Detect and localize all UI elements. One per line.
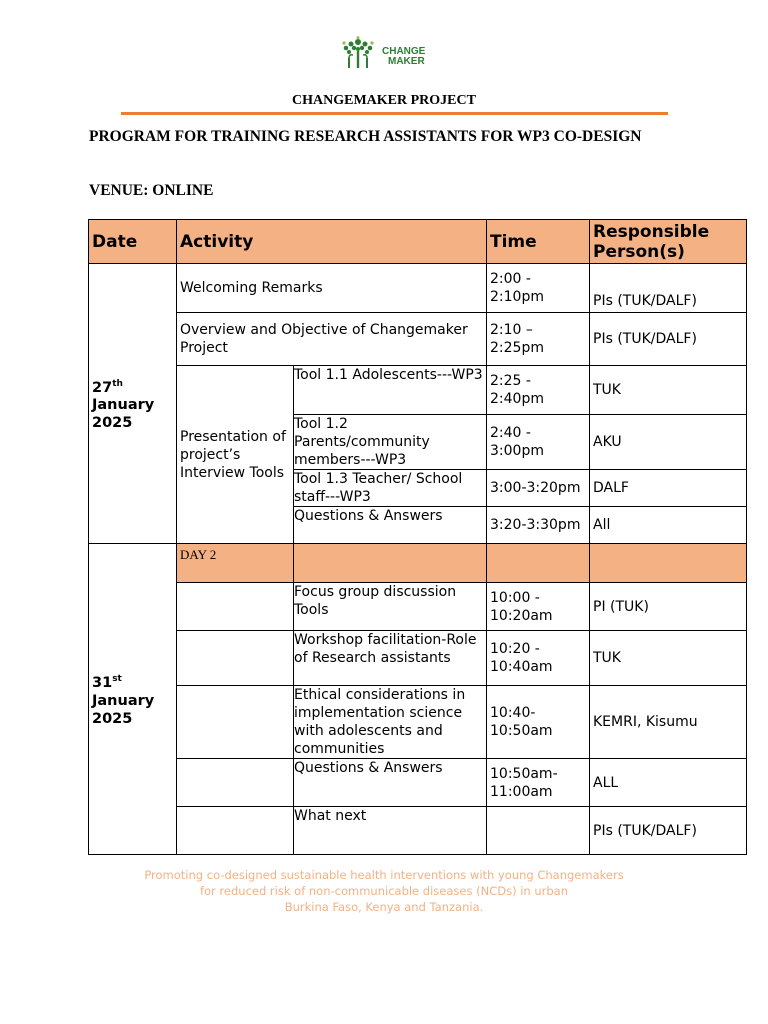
table-header-row [89,220,747,264]
header-time: Time [487,220,590,264]
day2-label: DAY 2 [177,544,294,583]
activity-cell: Workshop facilitation-Role of Research assistants [294,631,487,686]
table-row [89,807,747,855]
table-row [89,631,747,686]
time-cell: 2:25 - 2:40pm [487,366,590,415]
date-month: January [92,692,155,709]
date-month: January [92,397,155,414]
footer-tagline [0,867,768,915]
program-title: PROGRAM FOR TRAINING RESEARCH ASSISTANTS FOR WP3 CO-DESIGN [89,128,642,145]
responsible-cell: TUK [590,631,747,686]
responsible-cell: TUK [590,366,747,415]
time-cell: 10:20 - 10:40am [487,631,590,686]
date-cell-day1 [89,264,177,544]
time-cell: 10:40-10:50am [487,686,590,759]
footer-line-3: Burkina Faso, Kenya and Tanzania. [284,900,484,914]
date-suffix: th [112,378,123,389]
day2-empty-cell [294,544,487,583]
activity-cell: Tool 1.3 Teacher/ School staff---WP3 [294,470,487,507]
group-label-cell: Presentation of project’s Interview Tools [177,366,294,544]
activity-cell: Focus group discussion Tools [294,583,487,631]
day2-empty-cell [590,544,747,583]
activity-cell: Questions & Answers [294,759,487,807]
empty-cell [177,631,294,686]
responsible-cell: PIs (TUK/DALF) [590,807,747,855]
changemaker-logo [340,36,430,72]
activity-cell: Tool 1.1 Adolescents---WP3 [294,366,487,415]
date-day: 27 [92,379,113,396]
table-row [89,264,747,313]
activity-cell: Overview and Objective of Changemaker Project [177,313,487,366]
logo-wordmark [382,47,425,67]
time-cell: 3:00-3:20pm [487,470,590,507]
header-responsible: Responsible Person(s) [590,220,747,264]
logo-line-2: MAKER [388,56,425,67]
responsible-cell: AKU [590,415,747,470]
project-title: CHANGEMAKER PROJECT [292,93,476,108]
time-cell: 2:00 - 2:10pm [487,264,590,313]
tree-logo-icon [340,36,376,70]
responsible-cell: PIs (TUK/DALF) [590,313,747,366]
activity-cell: Ethical considerations in implementation science with adolescents and communities [294,686,487,759]
table-row [89,583,747,631]
table-row [89,686,747,759]
day2-header-row [89,544,747,583]
responsible-cell: KEMRI, Kisumu [590,686,747,759]
empty-cell [177,759,294,807]
empty-cell [177,807,294,855]
table-row [89,313,747,366]
activity-cell: Welcoming Remarks [177,264,487,313]
footer-line-1: Promoting co-designed sustainable health interventions with young Changemakers [144,868,624,882]
activity-cell: What next [294,807,487,855]
time-cell: 10:00 - 10:20am [487,583,590,631]
table-row [89,759,747,807]
schedule-table [88,219,747,855]
responsible-cell: DALF [590,470,747,507]
date-suffix: st [112,674,122,685]
venue-line: VENUE: ONLINE [89,182,214,199]
activity-cell: Questions & Answers [294,507,487,544]
activity-cell: Tool 1.2 Parents/community members---WP3 [294,415,487,470]
header-date: Date [89,220,177,264]
logo-line-1: CHANGE [382,46,426,57]
footer-line-2: for reduced risk of non-communicable diseases (NCDs) in urban [199,884,569,898]
time-cell: 2:10 – 2:25pm [487,313,590,366]
responsible-cell: PI (TUK) [590,583,747,631]
responsible-cell: All [590,507,747,544]
time-cell: 10:50am-11:00am [487,759,590,807]
table-row [89,366,747,415]
responsible-cell: ALL [590,759,747,807]
day2-empty-cell [487,544,590,583]
time-cell: 2:40 - 3:00pm [487,415,590,470]
date-year: 2025 [92,415,133,432]
date-year: 2025 [92,710,133,727]
date-cell-day2 [89,544,177,855]
responsible-cell: PIs (TUK/DALF) [590,264,747,313]
orange-divider [121,112,668,115]
empty-cell [177,583,294,631]
time-cell [487,807,590,855]
date-day: 31 [92,674,113,691]
empty-cell [177,686,294,759]
time-cell: 3:20-3:30pm [487,507,590,544]
header-activity: Activity [177,220,487,264]
